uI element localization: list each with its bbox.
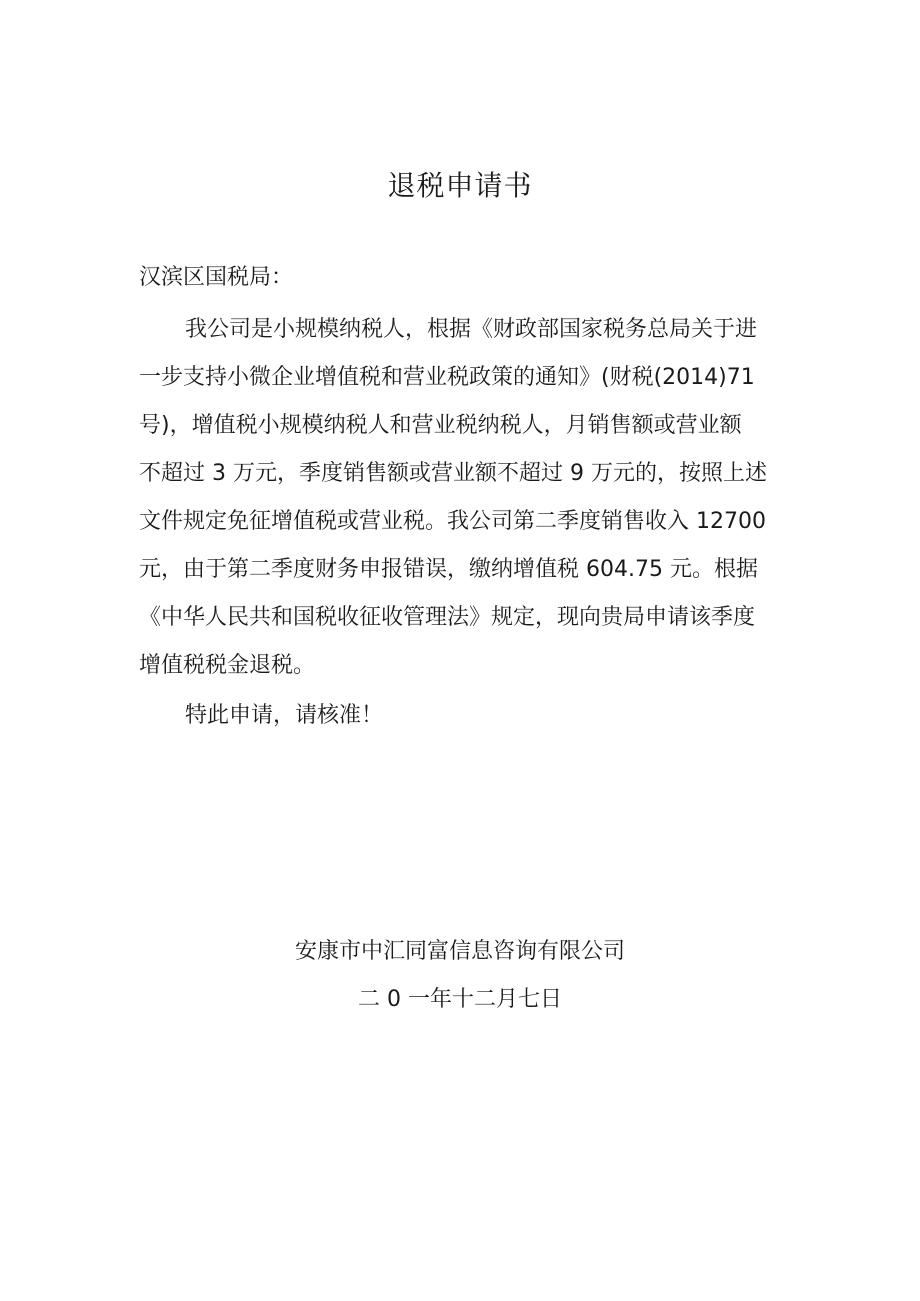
salutation: 汉滨区国税局： xyxy=(139,265,294,290)
closing-line: 特此申请，请核准！ xyxy=(185,703,384,728)
body-line-3: 号)，增值税小规模纳税人和营业税纳税人，月销售额或营业额 xyxy=(139,413,742,438)
document-title: 退税申请书 xyxy=(387,169,533,202)
body-line-8: 增值税税金退税。 xyxy=(139,653,316,678)
body-line-4: 不超过 3 万元，季度销售额或营业额不超过 9 万元的，按照上述 xyxy=(139,461,767,486)
body-line-7: 《中华人民共和国税收征收管理法》规定，现向贵局申请该季度 xyxy=(139,605,756,630)
body-line-1: 我公司是小规模纳税人，根据《财政部国家税务总局关于进 xyxy=(185,317,758,342)
body-line-2: 一步支持小微企业增值税和营业税政策的通知》(财税(2014)71 xyxy=(139,365,755,390)
company-name: 安康市中汇同富信息咨询有限公司 xyxy=(294,939,625,964)
signature-date: 二 0 一年十二月七日 xyxy=(358,987,562,1012)
body-line-6: 元，由于第二季度财务申报错误，缴纳增值税 604.75 元。根据 xyxy=(139,557,758,582)
body-line-5: 文件规定免征增值税或营业税。我公司第二季度销售收入 12700 xyxy=(139,509,766,534)
